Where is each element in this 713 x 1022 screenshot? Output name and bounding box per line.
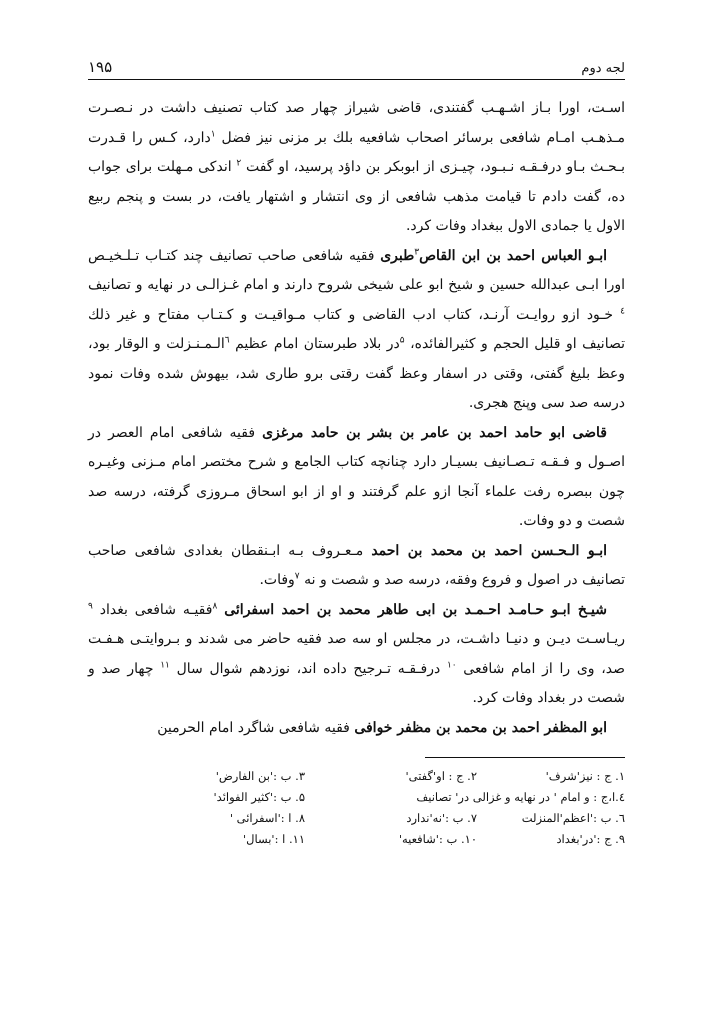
footnote-marker: ۷ — [294, 571, 300, 582]
footnote: ۸. ا :'اسفرائی ' — [229, 811, 305, 825]
footnote-marker: ۳ — [414, 246, 420, 257]
footnote-marker: ۱۰ — [446, 659, 457, 670]
text-run: درفـقـه تـرجیح داده اند، نوزدهم شوال سال — [169, 660, 447, 677]
footnote: ۱۱. ا :'بسال' — [242, 832, 305, 846]
page-body — [88, 94, 625, 743]
footnote-marker: ٦ — [224, 335, 230, 346]
footnote: ۲. ج : او'گفتی' — [405, 769, 477, 783]
footnote — [305, 787, 477, 808]
page-number: ۱۹۵ — [88, 58, 113, 76]
footnote: ٦. ب :'اعظم'المنزلت — [521, 811, 625, 825]
paragraph — [88, 714, 625, 744]
entry-name: ابـو العباس احمد بن ابن القاص — [419, 247, 607, 264]
footnote: ۱. ج : نیز'شرف' — [545, 769, 625, 783]
footnote-marker: ۹ — [88, 600, 93, 611]
entry-name: قاضی ابو حامد احمد بن عامر بن بشر بن حامد مرغزی — [262, 424, 607, 441]
paragraph — [88, 242, 625, 419]
footnote: ۹. ج :'در'بغداد — [556, 832, 625, 846]
entry-name: طبری — [380, 247, 415, 264]
text-run: چهار صد و شصت در بغداد وفات کرد. — [88, 660, 625, 706]
footnote: ۳. ب :'بن الفارض' — [215, 769, 305, 783]
paragraph — [88, 537, 625, 596]
text-run: فقیه شافعی صاحب تصانیف چند کتـاب تـلـخیـص اورا ابـی عبدالله حسین و شیخ ابو علی شیخی شروح دارند و امام غـزالـی در نهایه و تصانیف — [88, 247, 625, 293]
running-title: لجه دوم — [581, 61, 625, 76]
text-run: خـود ازو روایـت آرنـد، کتاب ادب القاضی و کتاب مـواقیـت و کـتـاب مفتاح و غیر ذلك تصانیف او قلیل الحجم و کثیرالفائده، — [88, 306, 626, 352]
text-run: در بلاد طبرستان امام عظیم — [229, 336, 400, 352]
text-run: مـعـروف بـه ابـنقطان بغدادی شافعی صاحب تصانیف در اصول و فروع وفقه، درسه صد و شصت و نه — [88, 542, 625, 588]
footnote: ۱۰. ب :'شافعیه' — [398, 832, 477, 846]
footnote-marker: ۱ — [210, 128, 216, 139]
footnote-marker: ۲ — [236, 158, 242, 169]
paragraph — [88, 596, 625, 714]
footnote-marker: ۸ — [212, 600, 218, 611]
text-run: الـمـنـزلت و الوقار بود، وعظ بلیغ گفتی، وقتی در اسفار وعظ گفت رقتی برو طاری شد، بیهوش شده وفات نمود درسه صد سی وپنج هجری. — [88, 336, 625, 411]
entry-name: شیـخ ابـو حـامـد احـمـد بن ابی طاهر محمد بن احمد اسفرائی — [224, 601, 607, 618]
text-run: فقیـه شافعی بغداد — [92, 601, 213, 618]
text-run: فقیه شافعی شاگرد امام الحرمین — [157, 719, 355, 736]
entry-name: ابـو الـحـسن احمد بن محمد بن احمد — [371, 542, 607, 559]
entry-name: ابو المظفر احمد بن محمد بن مظفر خوافی — [354, 719, 607, 736]
footnote-marker: ۱۱ — [160, 659, 170, 670]
footnote: ۵. ب :'کثیر الفوائد' — [213, 790, 305, 804]
footnote: ٤.ا،ج : و امام ' در نهایه و غزالی در' تصانیف — [416, 790, 625, 804]
page-header — [88, 52, 625, 80]
text-run: فقیه شافعی امام العصر در اصـول و فـقـه تـصـانیف بسیـار دارد چنانچه کتاب الجامع و شرح مختصر امام مـزنی وغیـره چون ببصره رفت علماء آنجا ازو علم گرفتند و او از ابو اسحاق مـروزی گرفته، درسه صد شصت و دو وفات. — [88, 424, 625, 529]
footnotes — [88, 766, 625, 850]
footnote-marker: ٤ — [620, 305, 625, 316]
text-run: ریـاسـت دیـن و دنیـا داشـت، در مجلس او سه صد فقیه حاضر می شدند و بـروایتـی هـفـت صد، وی را از امام شافعی — [88, 631, 625, 677]
text-run: وفات. — [259, 572, 295, 588]
paragraph — [88, 419, 625, 537]
paragraph — [88, 94, 625, 242]
text-run: اسـت، اورا بـاز اشـهـب گفتندی، قاضی شیراز چهار صد کتاب تصنیف داشت در نـصـرت مـذهـب امـام شافعی برسائر اصحاب شافعیه بلك بر مزنی نیز فضل — [88, 100, 625, 146]
page — [88, 52, 625, 850]
footnote: ۷. ب :'نه'ندارد — [406, 811, 477, 825]
text-run: دارد، کـس را قـدرت بـحـث بـاو درفـقـه نـبـود، چیـزی از ابوبکر بن داؤد پرسید، او گفت — [88, 129, 625, 175]
text-run: اندکی مـهلت برای جواب ده، گفت دادم تا قیامت مذهب شافعی از وی انتشار و اشتهار یافت، در بست و پنجم ربیع الاول یا جمادی الاول ببغداد وفات کرد. — [88, 159, 625, 234]
footnote-marker: ۵ — [399, 335, 405, 346]
footnote-divider — [425, 757, 625, 758]
